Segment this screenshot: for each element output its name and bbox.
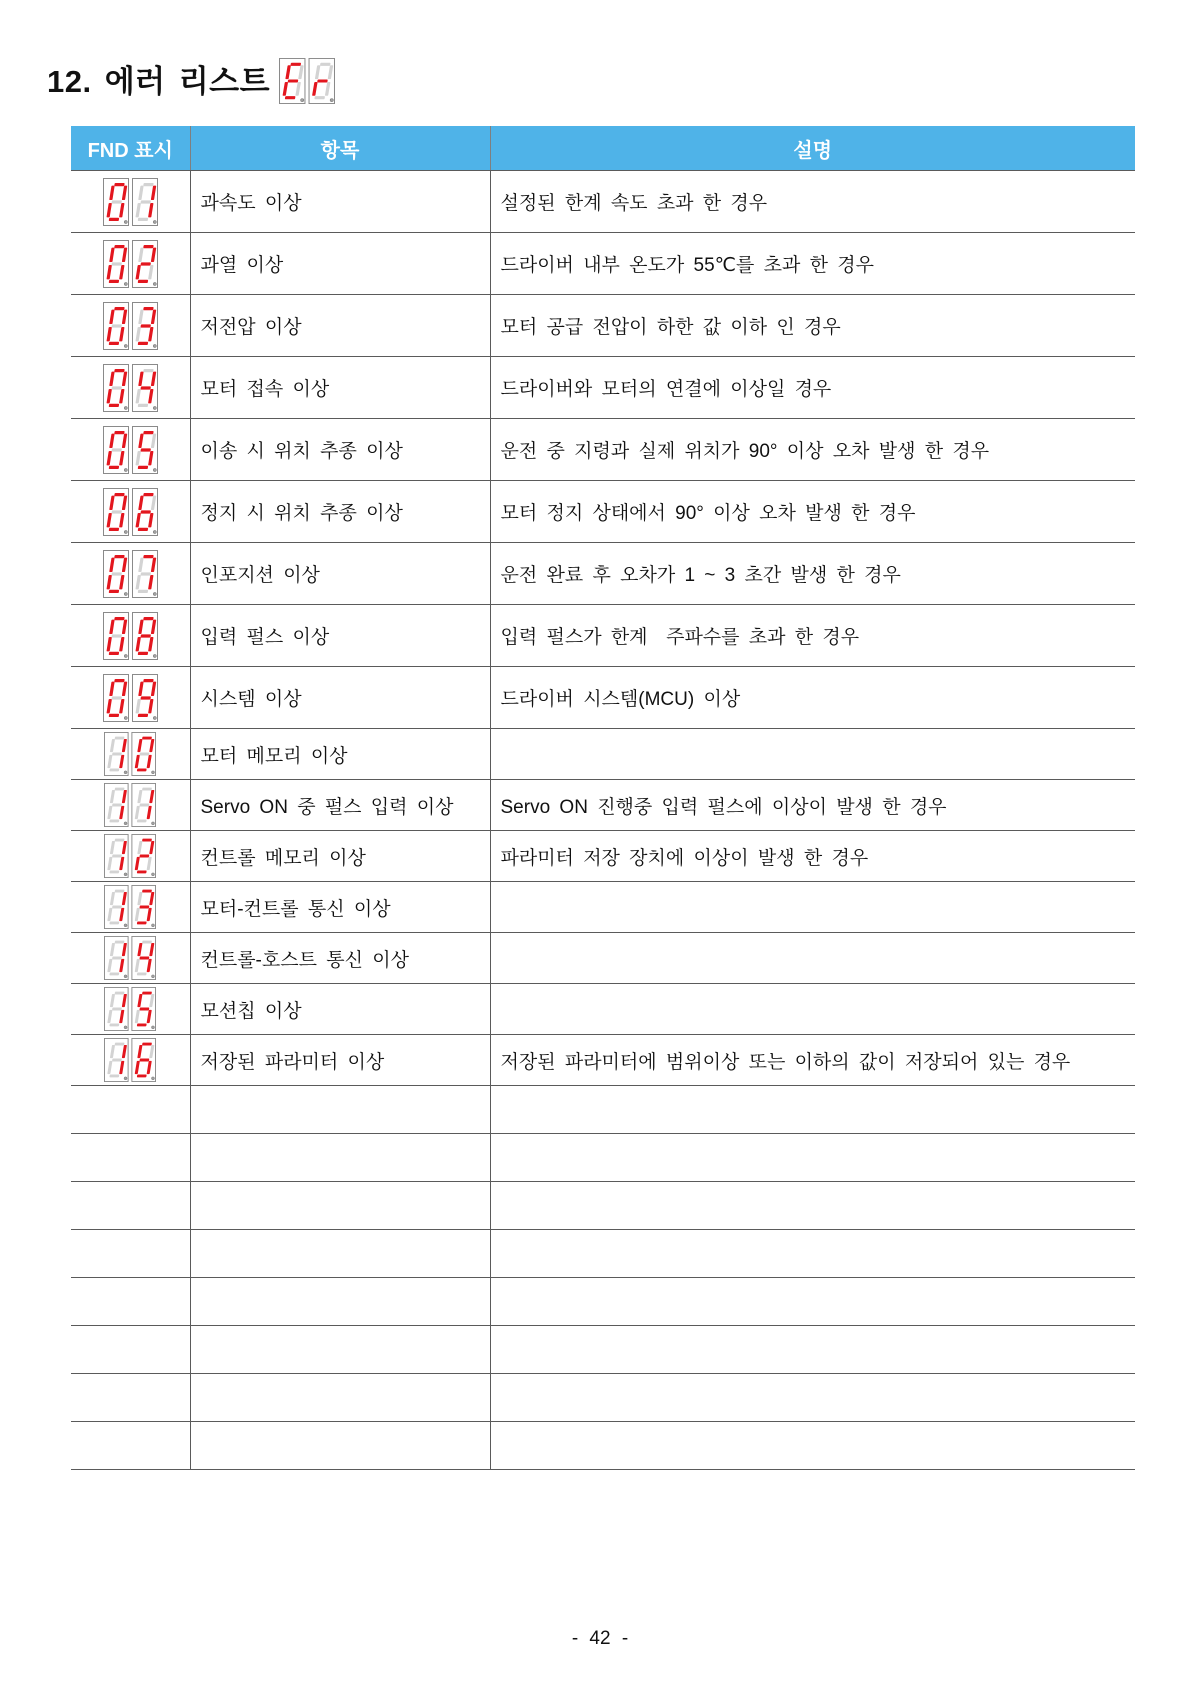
fnd-segment-off bbox=[115, 788, 125, 791]
error-item: 정지 시 위치 추종 이상 bbox=[190, 481, 490, 543]
fnd-segment-off bbox=[137, 589, 148, 592]
error-item: 컨트롤 메모리 이상 bbox=[190, 831, 490, 882]
fnd-cell bbox=[71, 667, 190, 729]
fnd-dot bbox=[124, 220, 127, 223]
fnd-segment-on bbox=[114, 307, 125, 310]
fnd-segment-on bbox=[288, 79, 299, 82]
fnd-digit bbox=[132, 987, 156, 1030]
fnd-display-icon bbox=[103, 240, 158, 288]
blank-cell bbox=[490, 1374, 1135, 1422]
fnd-segment-on bbox=[108, 403, 119, 406]
error-description: 모터 공급 전압이 하한 값 이하 인 경우 bbox=[490, 295, 1135, 357]
fnd-segment-on bbox=[140, 855, 150, 858]
fnd-digit bbox=[280, 58, 305, 103]
fnd-segment-on bbox=[114, 493, 125, 496]
blank-cell bbox=[71, 1230, 190, 1278]
blank-cell bbox=[71, 1086, 190, 1134]
fnd-cell bbox=[71, 233, 190, 295]
blank-cell bbox=[190, 1422, 490, 1470]
fnd-segment-off bbox=[137, 217, 148, 220]
fnd-dot bbox=[124, 924, 127, 927]
blank-cell bbox=[71, 1278, 190, 1326]
fnd-segment-on bbox=[317, 79, 328, 82]
fnd-digit bbox=[105, 1038, 129, 1081]
fnd-dot bbox=[124, 282, 127, 285]
fnd-digit bbox=[132, 1038, 156, 1081]
fnd-display-icon bbox=[103, 364, 158, 412]
fnd-segment-on bbox=[114, 245, 125, 248]
fnd-segment-off bbox=[112, 957, 122, 960]
fnd-segment-on bbox=[143, 431, 154, 434]
fnd-segment-on bbox=[137, 279, 148, 282]
fnd-cell bbox=[71, 984, 190, 1035]
fnd-dot bbox=[153, 468, 156, 471]
blank-row bbox=[71, 1230, 1135, 1278]
fnd-segment-off bbox=[110, 921, 120, 924]
fnd-segment-on bbox=[142, 1043, 152, 1046]
fnd-segment-on bbox=[137, 651, 148, 654]
fnd-segment-off bbox=[320, 63, 331, 66]
fnd-dot bbox=[124, 530, 127, 533]
fnd-segment-off bbox=[137, 972, 147, 975]
fnd-digit bbox=[105, 834, 129, 877]
error-item: 컨트롤-호스트 통신 이상 bbox=[190, 933, 490, 984]
fnd-segment-on bbox=[143, 617, 154, 620]
error-row bbox=[71, 419, 1135, 481]
blank-row bbox=[71, 1278, 1135, 1326]
error-description: 모터 정지 상태에서 90° 이상 오차 발생 한 경우 bbox=[490, 481, 1135, 543]
error-fnd-icon bbox=[279, 58, 335, 104]
blank-cell bbox=[190, 1326, 490, 1374]
fnd-cell bbox=[71, 831, 190, 882]
fnd-dot bbox=[124, 716, 127, 719]
fnd-segment-on bbox=[137, 921, 147, 924]
blank-cell bbox=[71, 1134, 190, 1182]
fnd-digit bbox=[132, 550, 157, 597]
fnd-segment-off bbox=[140, 804, 150, 807]
error-description: 저장된 파라미터에 범위이상 또는 이하의 값이 저장되어 있는 경우 bbox=[490, 1035, 1135, 1086]
fnd-digit bbox=[105, 732, 129, 775]
fnd-digit bbox=[103, 550, 128, 597]
fnd-cell bbox=[71, 933, 190, 984]
fnd-display-icon bbox=[104, 783, 156, 827]
fnd-segment-off bbox=[140, 753, 150, 756]
error-list-table bbox=[71, 126, 1135, 1470]
error-item: 과열 이상 bbox=[190, 233, 490, 295]
fnd-dot bbox=[152, 975, 155, 978]
fnd-dot bbox=[153, 654, 156, 657]
error-row bbox=[71, 1035, 1135, 1086]
fnd-display-icon bbox=[103, 550, 158, 598]
fnd-cell bbox=[71, 1035, 190, 1086]
fnd-segment-on bbox=[140, 262, 151, 265]
header-description: 설명 bbox=[490, 126, 1135, 171]
error-item: 저전압 이상 bbox=[190, 295, 490, 357]
fnd-cell bbox=[71, 481, 190, 543]
fnd-dot bbox=[153, 282, 156, 285]
fnd-digit bbox=[132, 885, 156, 928]
error-row bbox=[71, 233, 1135, 295]
blank-cell bbox=[490, 1134, 1135, 1182]
error-item: 모터 접속 이상 bbox=[190, 357, 490, 419]
fnd-digit bbox=[103, 612, 128, 659]
error-description bbox=[490, 984, 1135, 1035]
blank-cell bbox=[490, 1278, 1135, 1326]
fnd-segment-off bbox=[110, 1074, 120, 1077]
fnd-segment-on bbox=[142, 839, 152, 842]
blank-cell bbox=[490, 1326, 1135, 1374]
blank-cell bbox=[190, 1278, 490, 1326]
fnd-segment-off bbox=[110, 768, 120, 771]
fnd-dot bbox=[124, 975, 127, 978]
fnd-segment-on bbox=[140, 386, 151, 389]
blank-row bbox=[71, 1182, 1135, 1230]
fnd-digit bbox=[132, 426, 157, 473]
fnd-segment-off bbox=[115, 941, 125, 944]
error-description bbox=[490, 933, 1135, 984]
error-description: 운전 중 지령과 실제 위치가 90° 이상 오차 발생 한 경우 bbox=[490, 419, 1135, 481]
fnd-segment-on bbox=[137, 1023, 147, 1026]
fnd-segment-on bbox=[142, 890, 152, 893]
fnd-digit bbox=[132, 364, 157, 411]
fnd-segment-off bbox=[110, 819, 120, 822]
fnd-digit bbox=[105, 783, 129, 826]
fnd-display-icon bbox=[103, 488, 158, 536]
fnd-digit bbox=[105, 987, 129, 1030]
error-description: 설정된 한계 속도 초과 한 경우 bbox=[490, 171, 1135, 233]
fnd-segment-on bbox=[143, 307, 154, 310]
error-item: 입력 펄스 이상 bbox=[190, 605, 490, 667]
fnd-segment-on bbox=[140, 634, 151, 637]
fnd-dot bbox=[124, 822, 127, 825]
fnd-segment-off bbox=[112, 804, 122, 807]
fnd-dot bbox=[152, 822, 155, 825]
fnd-digit bbox=[103, 488, 128, 535]
fnd-dot bbox=[124, 406, 127, 409]
fnd-digit bbox=[132, 302, 157, 349]
fnd-digit bbox=[103, 674, 128, 721]
fnd-dot bbox=[301, 99, 304, 102]
fnd-cell bbox=[71, 357, 190, 419]
fnd-segment-off bbox=[142, 788, 152, 791]
blank-rows bbox=[71, 1086, 1135, 1470]
fnd-digit bbox=[132, 178, 157, 225]
fnd-segment-on bbox=[143, 555, 154, 558]
fnd-segment-off bbox=[111, 262, 122, 265]
fnd-cell bbox=[71, 729, 190, 780]
fnd-dot bbox=[330, 99, 333, 102]
fnd-dot bbox=[124, 1026, 127, 1029]
fnd-digit bbox=[105, 885, 129, 928]
blank-row bbox=[71, 1422, 1135, 1470]
error-description: 파라미터 저장 장치에 이상이 발생 한 경우 bbox=[490, 831, 1135, 882]
fnd-segment-off bbox=[143, 183, 154, 186]
fnd-display-icon bbox=[103, 674, 158, 722]
fnd-segment-on bbox=[114, 617, 125, 620]
fnd-cell bbox=[71, 419, 190, 481]
fnd-dot bbox=[153, 406, 156, 409]
fnd-display-icon bbox=[103, 612, 158, 660]
fnd-segment-on bbox=[114, 679, 125, 682]
error-rows bbox=[71, 171, 1135, 1086]
fnd-segment-off bbox=[112, 753, 122, 756]
error-row bbox=[71, 481, 1135, 543]
error-item: 시스템 이상 bbox=[190, 667, 490, 729]
fnd-segment-off bbox=[112, 1059, 122, 1062]
error-description: 드라이버 내부 온도가 55℃를 초과 한 경우 bbox=[490, 233, 1135, 295]
fnd-dot bbox=[153, 592, 156, 595]
fnd-display-icon bbox=[104, 1038, 156, 1082]
fnd-segment-off bbox=[111, 324, 122, 327]
fnd-segment-off bbox=[111, 448, 122, 451]
blank-cell bbox=[71, 1374, 190, 1422]
fnd-segment-on bbox=[108, 527, 119, 530]
fnd-segment-off bbox=[111, 696, 122, 699]
error-item: 모터-컨트롤 통신 이상 bbox=[190, 882, 490, 933]
table-header-row bbox=[71, 126, 1135, 171]
fnd-dot bbox=[152, 1077, 155, 1080]
fnd-digit bbox=[103, 240, 128, 287]
fnd-digit bbox=[103, 178, 128, 225]
fnd-dot bbox=[124, 873, 127, 876]
fnd-segment-off bbox=[115, 890, 125, 893]
error-item: 이송 시 위치 추종 이상 bbox=[190, 419, 490, 481]
fnd-dot bbox=[124, 468, 127, 471]
fnd-dot bbox=[152, 771, 155, 774]
fnd-segment-on bbox=[114, 183, 125, 186]
error-row bbox=[71, 171, 1135, 233]
fnd-segment-on bbox=[143, 245, 154, 248]
fnd-display-icon bbox=[104, 936, 156, 980]
error-row bbox=[71, 667, 1135, 729]
fnd-dot bbox=[124, 1077, 127, 1080]
fnd-segment-on bbox=[140, 906, 150, 909]
fnd-segment-on bbox=[142, 992, 152, 995]
error-description: 드라이버 시스템(MCU) 이상 bbox=[490, 667, 1135, 729]
page-number: - 42 - bbox=[571, 1628, 629, 1649]
fnd-digit bbox=[132, 732, 156, 775]
fnd-segment-off bbox=[112, 1008, 122, 1011]
error-row bbox=[71, 543, 1135, 605]
fnd-segment-on bbox=[285, 96, 296, 99]
fnd-segment-on bbox=[108, 651, 119, 654]
blank-cell bbox=[190, 1182, 490, 1230]
fnd-cell bbox=[71, 171, 190, 233]
fnd-digit bbox=[132, 612, 157, 659]
fnd-segment-on bbox=[143, 679, 154, 682]
page-title: 12. 에러 리스트 bbox=[47, 64, 271, 99]
fnd-segment-off bbox=[140, 572, 151, 575]
fnd-segment-on bbox=[108, 713, 119, 716]
fnd-segment-on bbox=[114, 431, 125, 434]
error-description: 운전 완료 후 오차가 1 ~ 3 초간 발생 한 경우 bbox=[490, 543, 1135, 605]
fnd-cell bbox=[71, 882, 190, 933]
blank-row bbox=[71, 1134, 1135, 1182]
fnd-segment-off bbox=[143, 369, 154, 372]
fnd-digit bbox=[132, 488, 157, 535]
fnd-dot bbox=[124, 592, 127, 595]
fnd-segment-on bbox=[108, 279, 119, 282]
fnd-segment-on bbox=[137, 465, 148, 468]
fnd-segment-on bbox=[140, 696, 151, 699]
fnd-digit bbox=[103, 364, 128, 411]
fnd-segment-off bbox=[314, 96, 325, 99]
fnd-dot bbox=[153, 530, 156, 533]
error-description bbox=[490, 729, 1135, 780]
header-item: 항목 bbox=[190, 126, 490, 171]
fnd-segment-on bbox=[137, 870, 147, 873]
blank-cell bbox=[490, 1182, 1135, 1230]
fnd-segment-on bbox=[140, 324, 151, 327]
fnd-segment-on bbox=[108, 217, 119, 220]
fnd-segment-off bbox=[112, 855, 122, 858]
fnd-segment-on bbox=[114, 555, 125, 558]
fnd-display-icon bbox=[103, 302, 158, 350]
fnd-dot bbox=[153, 716, 156, 719]
fnd-segment-off bbox=[110, 870, 120, 873]
fnd-dot bbox=[124, 344, 127, 347]
fnd-dot bbox=[152, 924, 155, 927]
fnd-display-icon bbox=[279, 58, 335, 104]
fnd-segment-off bbox=[111, 386, 122, 389]
fnd-segment-on bbox=[137, 713, 148, 716]
fnd-dot bbox=[124, 771, 127, 774]
error-item: 인포지션 이상 bbox=[190, 543, 490, 605]
fnd-segment-on bbox=[140, 957, 150, 960]
blank-cell bbox=[490, 1422, 1135, 1470]
error-description: 드라이버와 모터의 연결에 이상일 경우 bbox=[490, 357, 1135, 419]
error-item: 저장된 파라미터 이상 bbox=[190, 1035, 490, 1086]
fnd-segment-off bbox=[137, 403, 148, 406]
fnd-cell bbox=[71, 543, 190, 605]
fnd-segment-off bbox=[115, 992, 125, 995]
fnd-segment-on bbox=[142, 737, 152, 740]
blank-cell bbox=[490, 1086, 1135, 1134]
blank-cell bbox=[190, 1374, 490, 1422]
fnd-dot bbox=[152, 873, 155, 876]
fnd-dot bbox=[153, 220, 156, 223]
fnd-digit bbox=[309, 58, 334, 103]
fnd-display-icon bbox=[104, 987, 156, 1031]
error-row bbox=[71, 831, 1135, 882]
error-row bbox=[71, 357, 1135, 419]
fnd-segment-on bbox=[140, 448, 151, 451]
fnd-segment-off bbox=[115, 737, 125, 740]
fnd-cell bbox=[71, 780, 190, 831]
error-row bbox=[71, 933, 1135, 984]
fnd-dot bbox=[124, 654, 127, 657]
error-row bbox=[71, 729, 1135, 780]
fnd-digit bbox=[132, 674, 157, 721]
error-row bbox=[71, 984, 1135, 1035]
error-row bbox=[71, 780, 1135, 831]
blank-cell bbox=[190, 1086, 490, 1134]
error-item: 모션칩 이상 bbox=[190, 984, 490, 1035]
fnd-segment-on bbox=[137, 768, 147, 771]
fnd-cell bbox=[71, 605, 190, 667]
blank-row bbox=[71, 1086, 1135, 1134]
blank-cell bbox=[190, 1134, 490, 1182]
header-fnd: FND 표시 bbox=[71, 126, 190, 171]
fnd-segment-off bbox=[111, 634, 122, 637]
blank-cell bbox=[71, 1422, 190, 1470]
fnd-cell bbox=[71, 295, 190, 357]
fnd-segment-on bbox=[137, 341, 148, 344]
fnd-digit bbox=[132, 936, 156, 979]
fnd-segment-off bbox=[140, 200, 151, 203]
blank-cell bbox=[490, 1230, 1135, 1278]
fnd-segment-on bbox=[108, 589, 119, 592]
error-item: 과속도 이상 bbox=[190, 171, 490, 233]
fnd-segment-off bbox=[110, 972, 120, 975]
error-row bbox=[71, 295, 1135, 357]
fnd-segment-off bbox=[137, 819, 147, 822]
fnd-segment-off bbox=[142, 941, 152, 944]
fnd-segment-off bbox=[115, 839, 125, 842]
fnd-segment-on bbox=[143, 493, 154, 496]
error-row bbox=[71, 882, 1135, 933]
blank-row bbox=[71, 1326, 1135, 1374]
fnd-segment-off bbox=[111, 200, 122, 203]
fnd-segment-off bbox=[110, 1023, 120, 1026]
fnd-digit bbox=[103, 426, 128, 473]
fnd-display-icon bbox=[103, 426, 158, 474]
fnd-digit bbox=[103, 302, 128, 349]
fnd-dot bbox=[152, 1026, 155, 1029]
fnd-segment-on bbox=[108, 465, 119, 468]
fnd-digit bbox=[132, 834, 156, 877]
fnd-digit bbox=[132, 240, 157, 287]
blank-row bbox=[71, 1374, 1135, 1422]
error-description bbox=[490, 882, 1135, 933]
error-item: 모터 메모리 이상 bbox=[190, 729, 490, 780]
fnd-segment-on bbox=[140, 1008, 150, 1011]
fnd-display-icon bbox=[104, 732, 156, 776]
fnd-segment-on bbox=[290, 63, 301, 66]
fnd-digit bbox=[105, 936, 129, 979]
error-row bbox=[71, 605, 1135, 667]
fnd-segment-off bbox=[111, 572, 122, 575]
fnd-segment-on bbox=[137, 1074, 147, 1077]
fnd-segment-on bbox=[137, 527, 148, 530]
fnd-segment-off bbox=[112, 906, 122, 909]
blank-cell bbox=[71, 1326, 190, 1374]
fnd-segment-on bbox=[140, 1059, 150, 1062]
fnd-display-icon bbox=[104, 834, 156, 878]
error-description: Servo ON 진행중 입력 펄스에 이상이 발생 한 경우 bbox=[490, 780, 1135, 831]
fnd-display-icon bbox=[103, 178, 158, 226]
blank-cell bbox=[190, 1230, 490, 1278]
error-item: Servo ON 중 펄스 입력 이상 bbox=[190, 780, 490, 831]
fnd-segment-on bbox=[140, 510, 151, 513]
blank-cell bbox=[71, 1182, 190, 1230]
error-description: 입력 펄스가 한계 주파수를 초과 한 경우 bbox=[490, 605, 1135, 667]
fnd-segment-on bbox=[114, 369, 125, 372]
fnd-segment-off bbox=[115, 1043, 125, 1046]
fnd-segment-off bbox=[111, 510, 122, 513]
fnd-dot bbox=[153, 344, 156, 347]
fnd-digit bbox=[132, 783, 156, 826]
fnd-segment-on bbox=[108, 341, 119, 344]
fnd-display-icon bbox=[104, 885, 156, 929]
